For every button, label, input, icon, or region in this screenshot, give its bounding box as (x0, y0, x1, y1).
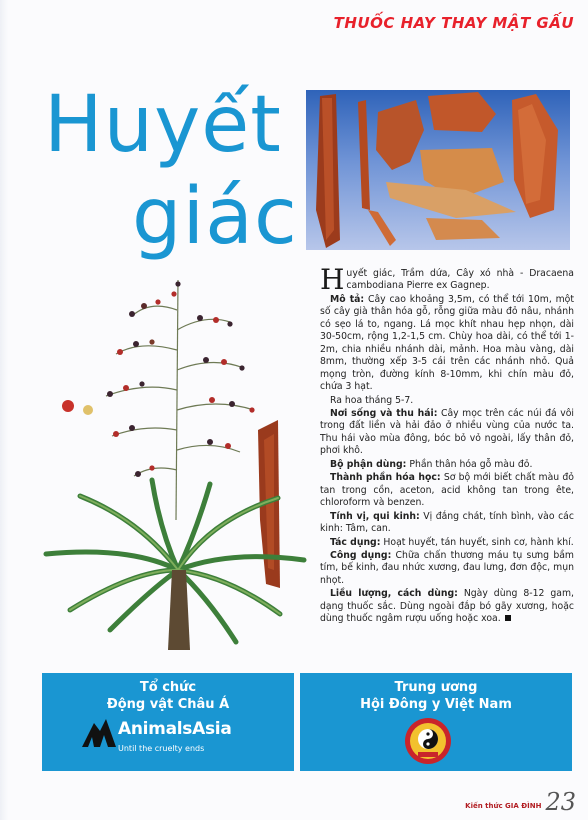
section-uses: Công dụng: Chữa chấn thương máu tụ sưng bầm tím, bế kinh, đau nhức xương, đau lưng, đơn độc, mụn nhọt. (320, 549, 574, 586)
section-chemistry: Thành phần hóa học: Sơ bộ mới biết chất màu đỏ tan trong cồn, aceton, acid không tan trong ête, chloroform và benzen. (320, 472, 574, 509)
animals-asia-logo-text: AnimalsAsia (118, 719, 232, 739)
page-footer (465, 790, 576, 814)
title-line-1: Huyết (44, 80, 282, 170)
panel-left-line1: Tổ chức (139, 680, 197, 695)
section-dosage: Liều lượng, cách dùng: Ngày dùng 8-12 gam, dạng thuốc sắc. Dùng ngoài đắp bó gãy xương, hoặc dùng thuốc ngâm rượu uống hoặc xoa. (320, 588, 574, 625)
panel-animals-asia (42, 673, 294, 771)
page-number: 23 (545, 788, 576, 816)
title-line-2: giác (132, 172, 298, 262)
series-title: THUỐC HAY THAY MẬT GẤU (333, 14, 574, 32)
article-intro (320, 263, 574, 296)
panel-right-line2: Hội Đông y Việt Nam (360, 697, 512, 712)
yin-yang-seal-icon (404, 717, 452, 765)
article-body (320, 263, 574, 627)
panel-hoi-dong-y (300, 673, 572, 771)
wood-pieces-illustration (306, 90, 570, 250)
bear-silhouette-icon (82, 717, 116, 749)
section-effects: Tác dụng: Hoạt huyết, tán huyết, sinh cơ, hành khí. (330, 536, 574, 548)
hoi-dong-y-seal (404, 717, 452, 765)
drop-cap: H (320, 263, 345, 296)
dracaena-plant-illustration (40, 270, 310, 660)
magazine-name: Kiến thức GIA ĐÌNH (465, 802, 542, 810)
section-flowering: Ra hoa tháng 5-7. (330, 394, 414, 406)
intro-text: uyết giác, Trầm dứa, Cây xó nhà - Dracaena cambodiana Pierre ex Gagnep. (346, 268, 574, 292)
panel-right-line1: Trung ương (394, 680, 478, 695)
section-habitat: Nơi sống và thu hái: Cây mọc trên các núi đá vôi trong đất liền và hải đảo ở nhiều vùng của nước ta. Thu hái vào mùa đông, bóc bỏ vỏ ngoài, lấy thân đỏ, phơi khô. (320, 407, 574, 457)
panel-left-line2: Động vật Châu Á (106, 697, 230, 712)
section-parts-used: Bộ phận dùng: Phần thân hóa gỗ màu đỏ. (330, 458, 533, 470)
wood-pieces-photo (306, 90, 570, 250)
section-mo-ta: Mô tả: Cây cao khoảng 3,5m, có thể tới 10m, một số cây già thân hóa gỗ, rỗng giữa màu đỏ nâu, nhánh có sẹo lá to, ngang. Lá mọc khít nhau hẹp nhọn, dài 30-50cm, rộng 1,2-1,5 cm. Chùy hoa dài, có thể tới 1- 2m, chia nhiều nhánh dài, mảnh. Hoa màu vàng, dài 8mm, thường xếp 3-5 cái trên các nhánh nhỏ. Quả mọng tròn, đường kính 8-10mm, khi chín màu đỏ, chứa 3 hạt. (320, 293, 574, 393)
section-properties: Tính vị, qui kinh: Vị đắng chát, tính bình, vào các kinh: Tâm, can. (320, 510, 574, 535)
animals-asia-logo (82, 717, 262, 763)
animals-asia-tagline: Until the cruelty ends (118, 744, 205, 753)
end-mark (505, 615, 511, 621)
